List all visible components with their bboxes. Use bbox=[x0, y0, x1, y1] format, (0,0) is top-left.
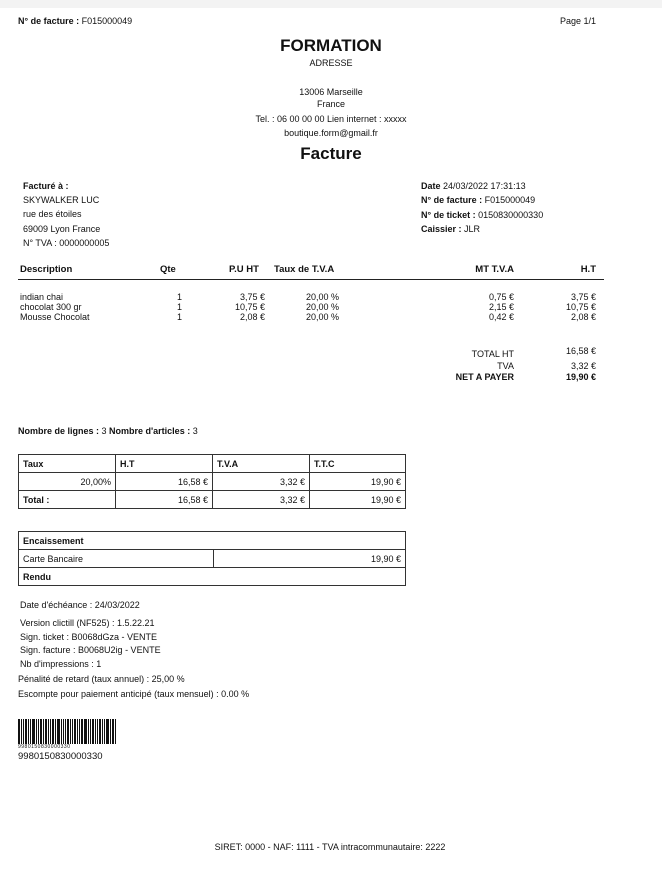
total-tva-value: 3,32 € bbox=[570, 361, 596, 371]
item-qty: 1 bbox=[177, 302, 183, 312]
company-email: boutique.form@gmail.fr bbox=[284, 128, 378, 138]
articles-count-value: 3 bbox=[190, 426, 198, 436]
item-qty: 1 bbox=[177, 312, 183, 322]
due-date: Date d'échéance : 24/03/2022 bbox=[20, 600, 140, 610]
item-ht: 10,75 € bbox=[565, 302, 596, 312]
item-vat-rate: 20,00 % bbox=[306, 292, 340, 302]
change-label: Rendu bbox=[19, 568, 406, 586]
total-ht-value: 16,58 € bbox=[565, 346, 596, 356]
table-row bbox=[19, 550, 406, 568]
lines-count-value: 3 bbox=[99, 426, 107, 436]
total-ht-label: TOTAL HT bbox=[471, 349, 514, 359]
company-city: 13006 Marseille bbox=[299, 87, 363, 97]
invoice-signature: Sign. facture : B0068U2ig - VENTE bbox=[20, 645, 161, 655]
company-name: FORMATION bbox=[280, 36, 382, 55]
item-vat-amount: 0,42 € bbox=[488, 312, 514, 322]
total-tva-label: TVA bbox=[497, 361, 514, 371]
cashier-value: JLR bbox=[461, 224, 481, 234]
invoice-date-value: 24/03/2022 17:31:13 bbox=[440, 181, 526, 191]
vat-rate-cell: 20,00% bbox=[19, 473, 116, 491]
invoice-number bbox=[421, 195, 535, 205]
company-contact: Tel. : 06 00 00 00 Lien internet : xxxxx bbox=[255, 114, 407, 124]
cashier-label: Caissier : bbox=[421, 224, 462, 234]
vat-header-ht: H.T bbox=[116, 455, 213, 473]
invoice-number-meta-value: F015000049 bbox=[482, 195, 536, 205]
item-description: indian chai bbox=[20, 292, 64, 302]
vat-total-tva: 3,32 € bbox=[213, 491, 310, 509]
legal-footer: SIRET: 0000 - NAF: 1111 - TVA intracommunautaire: 2222 bbox=[214, 842, 446, 852]
barcode-image bbox=[18, 719, 117, 744]
payment-method: Carte Bancaire bbox=[19, 550, 214, 568]
vat-total-ttc: 19,90 € bbox=[310, 491, 406, 509]
late-penalty: Pénalité de retard (taux annuel) : 25,00 % bbox=[18, 674, 185, 684]
invoice-date bbox=[421, 181, 526, 191]
print-count: Nb d'impressions : 1 bbox=[20, 659, 102, 669]
item-unit-price: 3,75 € bbox=[239, 292, 265, 302]
company-country: France bbox=[316, 99, 345, 109]
vat-header-ttc: T.T.C bbox=[310, 455, 406, 473]
ticket-number-label: N° de ticket : bbox=[421, 210, 476, 220]
billed-to-street: rue des étoiles bbox=[23, 209, 82, 219]
document-title: Facture bbox=[300, 144, 362, 163]
col-header-vat-amount: MT T.V.A bbox=[475, 264, 514, 275]
item-description: Mousse Chocolat bbox=[20, 312, 90, 322]
software-version: Version clictill (NF525) : 1.5.22.21 bbox=[20, 618, 155, 628]
item-vat-amount: 2,15 € bbox=[488, 302, 514, 312]
payment-table bbox=[18, 531, 406, 586]
cashier bbox=[421, 224, 480, 234]
invoice-number-header bbox=[18, 16, 132, 26]
invoice-number-label: N° de facture : bbox=[18, 16, 80, 26]
billed-to-label: Facturé à : bbox=[23, 181, 69, 191]
invoice-number-meta-label: N° de facture : bbox=[421, 195, 483, 205]
item-ht: 3,75 € bbox=[570, 292, 596, 302]
item-ht: 2,08 € bbox=[570, 312, 596, 322]
table-row bbox=[19, 473, 406, 491]
item-description: chocolat 300 gr bbox=[20, 302, 82, 312]
payment-title: Encaissement bbox=[19, 532, 406, 550]
item-vat-rate: 20,00 % bbox=[306, 302, 340, 312]
ticket-signature: Sign. ticket : B0068dGza - VENTE bbox=[20, 632, 158, 642]
col-header-vat-rate: Taux de T.V.A bbox=[274, 264, 335, 275]
table-row bbox=[19, 455, 406, 473]
payment-amount: 19,90 € bbox=[214, 550, 406, 568]
vat-tva-cell: 3,32 € bbox=[213, 473, 310, 491]
table-row bbox=[19, 532, 406, 550]
billed-to-city: 69009 Lyon France bbox=[23, 224, 101, 234]
company-address: ADRESSE bbox=[309, 58, 353, 68]
vat-ht-cell: 16,58 € bbox=[116, 473, 213, 491]
table-row bbox=[19, 568, 406, 586]
item-vat-amount: 0,75 € bbox=[488, 292, 514, 302]
top-shade bbox=[0, 0, 662, 8]
barcode-number: 9980150830000330 bbox=[18, 751, 103, 762]
col-header-qty: Qte bbox=[160, 264, 176, 275]
page-indicator: Page 1/1 bbox=[560, 16, 597, 26]
col-header-ht: H.T bbox=[580, 264, 596, 275]
item-unit-price: 10,75 € bbox=[234, 302, 265, 312]
net-to-pay-label: NET A PAYER bbox=[455, 372, 514, 382]
invoice-number-value: F015000049 bbox=[79, 16, 133, 26]
item-vat-rate: 20,00 % bbox=[306, 312, 340, 322]
items-header-rule bbox=[18, 279, 604, 280]
ticket-number-value: 0150830000330 bbox=[475, 210, 544, 220]
billed-to-name: SKYWALKER LUC bbox=[23, 195, 100, 205]
vat-summary-table bbox=[18, 454, 406, 509]
vat-total-ht: 16,58 € bbox=[116, 491, 213, 509]
col-header-description: Description bbox=[20, 264, 73, 275]
billed-to-vat: N° TVA : 0000000005 bbox=[23, 238, 110, 248]
table-row bbox=[19, 491, 406, 509]
lines-count-label: Nombre de lignes : bbox=[18, 426, 100, 436]
net-to-pay-value: 19,90 € bbox=[565, 372, 596, 382]
articles-count-label: Nombre d'articles : bbox=[106, 426, 191, 436]
vat-header-rate: Taux bbox=[19, 455, 116, 473]
vat-total-label: Total : bbox=[19, 491, 116, 509]
vat-header-tva: T.V.A bbox=[213, 455, 310, 473]
item-unit-price: 2,08 € bbox=[239, 312, 265, 322]
vat-ttc-cell: 19,90 € bbox=[310, 473, 406, 491]
ticket-number bbox=[421, 210, 543, 220]
barcode-small-text: 9980150830000330 bbox=[18, 744, 71, 750]
invoice-date-label: Date bbox=[421, 181, 441, 191]
col-header-unit-price: P.U HT bbox=[229, 264, 259, 275]
counts-line bbox=[18, 426, 198, 436]
item-qty: 1 bbox=[177, 292, 183, 302]
early-payment-discount: Escompte pour paiement anticipé (taux mensuel) : 0.00 % bbox=[18, 689, 250, 699]
